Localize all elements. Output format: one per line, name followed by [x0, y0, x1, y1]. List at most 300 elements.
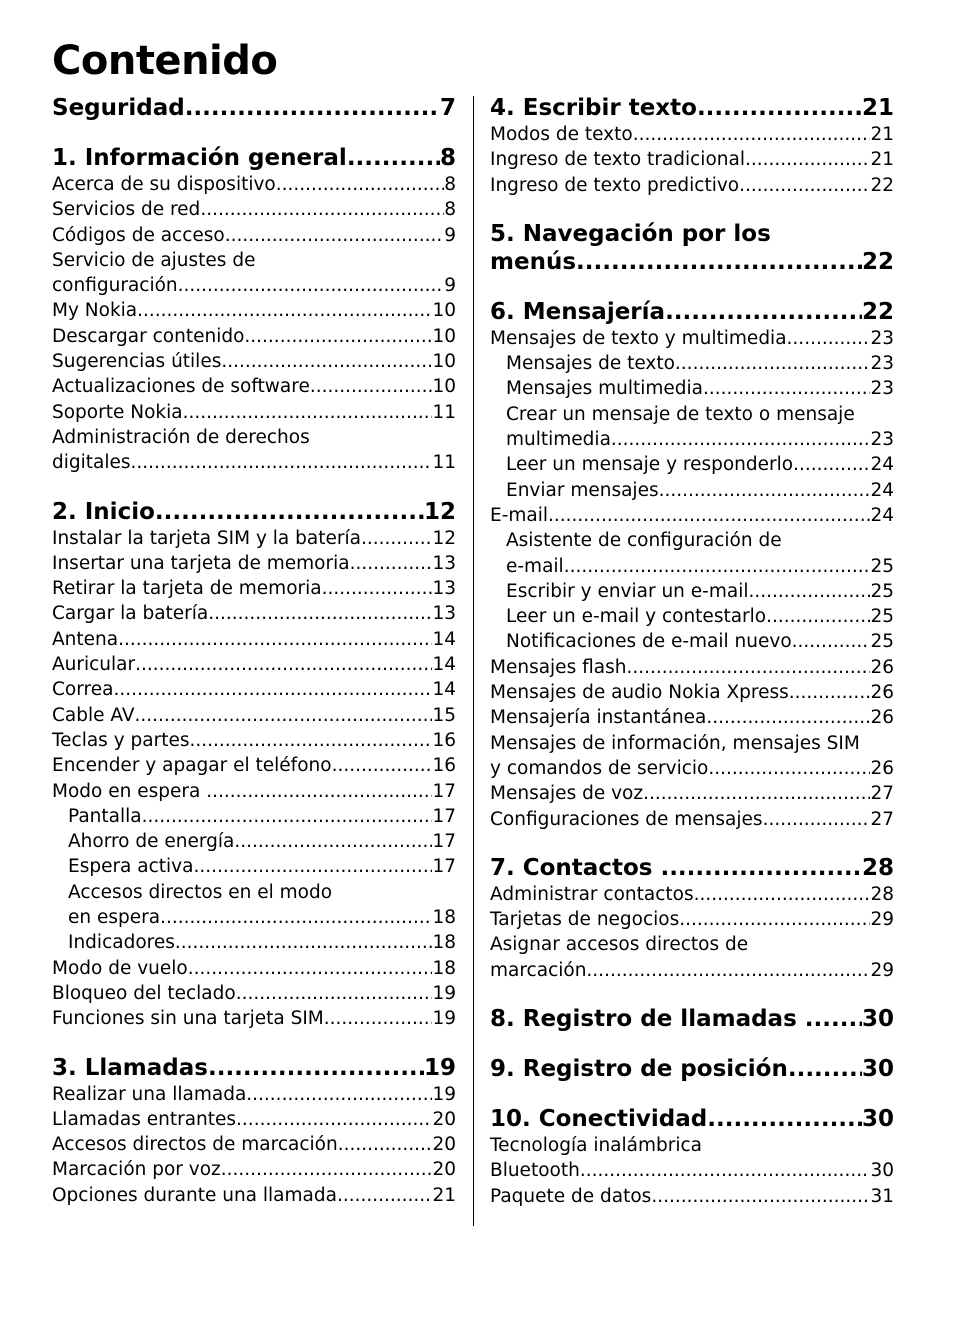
- toc-entry[interactable]: [52, 627, 456, 652]
- toc-entry-page-number: 26: [870, 656, 894, 678]
- dot-leader: [206, 779, 432, 804]
- toc-entry-page-number: 25: [870, 606, 894, 628]
- toc-entry-label: Ingreso de texto tradicional: [490, 149, 745, 171]
- dot-leader: [142, 804, 433, 829]
- toc-entry-label: Accesos directos de marcación: [52, 1134, 338, 1156]
- toc-entry-page-number: 17: [432, 805, 456, 827]
- section-heading-label: 6. Mensajería: [490, 298, 666, 325]
- toc-entry[interactable]: [490, 376, 894, 401]
- toc-section: [490, 1005, 894, 1033]
- toc-entry-label: My Nokia: [52, 300, 138, 322]
- toc-entry-page-number: 10: [432, 351, 456, 373]
- toc-entry-label: Cable AV: [52, 704, 135, 726]
- toc-entry[interactable]: [490, 147, 894, 172]
- toc-entry-label: Mensajes de audio Nokia Xpress: [490, 682, 789, 704]
- toc-entry[interactable]: [52, 601, 456, 626]
- dot-leader: [175, 930, 433, 955]
- toc-entry-page-number: 23: [870, 327, 894, 349]
- dot-leader: [131, 450, 433, 475]
- toc-entry[interactable]: [490, 528, 894, 579]
- dot-leader: [338, 1132, 433, 1157]
- toc-entry-page-number: 20: [432, 1159, 456, 1181]
- toc-entry-label: Modo de vuelo: [52, 957, 188, 979]
- toc-entry[interactable]: [52, 829, 456, 854]
- toc-entry-page-number: 17: [432, 831, 456, 853]
- section-heading[interactable]: [490, 94, 894, 122]
- section-heading-label-line1: 5. Navegación por los: [490, 220, 771, 247]
- toc-entry[interactable]: [52, 576, 456, 601]
- section-heading[interactable]: [490, 220, 894, 276]
- toc-entry-label: e-mail: [506, 555, 564, 577]
- dot-leader: [707, 1105, 862, 1133]
- dot-leader: [276, 172, 444, 197]
- dot-leader: [135, 652, 432, 677]
- dot-leader: [113, 677, 432, 702]
- toc-entry-label: Retirar la tarjeta de memoria: [52, 578, 322, 600]
- toc-entry-label: Instalar la tarjeta SIM y la batería: [52, 527, 361, 549]
- toc-entry[interactable]: [490, 907, 894, 932]
- dot-leader: [337, 1183, 433, 1208]
- toc-section: [52, 1054, 456, 1208]
- toc-entry-page-number: 27: [870, 808, 894, 830]
- dot-leader: [221, 1157, 433, 1182]
- toc-entry[interactable]: [490, 655, 894, 680]
- section-heading-label: 2. Inicio: [52, 498, 155, 525]
- toc-entry-label: Leer un e-mail y contestarlo: [506, 606, 767, 628]
- section-heading-page-number: 12: [423, 498, 456, 525]
- toc-entry-label: Modo en espera: [52, 780, 207, 802]
- dot-leader: [310, 374, 433, 399]
- toc-entry-label: Espera activa: [68, 856, 194, 878]
- dot-leader: [208, 1054, 424, 1082]
- dot-leader: [324, 1006, 433, 1031]
- toc-entry-page-number: 18: [432, 907, 456, 929]
- toc-entry[interactable]: [52, 400, 456, 425]
- section-heading-label: 3. Llamadas: [52, 1054, 208, 1081]
- toc-entry[interactable]: [490, 781, 894, 806]
- toc-entry-label: Pantalla: [68, 805, 142, 827]
- toc-entry-page-number: 13: [432, 603, 456, 625]
- toc-entry[interactable]: [52, 728, 456, 753]
- toc-entry-label: E-mail: [490, 504, 549, 526]
- toc-entry-label: Escribir y enviar un e-mail: [506, 580, 749, 602]
- dot-leader: [160, 905, 432, 930]
- toc-entry[interactable]: [52, 703, 456, 728]
- dot-leader: [679, 907, 870, 932]
- toc-entry[interactable]: [490, 122, 894, 147]
- toc-entry[interactable]: [52, 652, 456, 677]
- toc-entry[interactable]: [490, 1184, 894, 1209]
- toc-entry-page-number: 23: [870, 353, 894, 375]
- section-heading-label: 7. Contactos: [490, 854, 661, 881]
- toc-entry-label: Mensajes de voz: [490, 783, 644, 805]
- toc-entry-label: Opciones durante una llamada: [52, 1184, 337, 1206]
- toc-entry-page-number: 18: [432, 957, 456, 979]
- toc-entry-label: Descargar contenido: [52, 325, 245, 347]
- dot-leader: [787, 326, 871, 351]
- toc-left-column: [52, 94, 456, 1230]
- toc-entry-label: Insertar una tarjeta de memoria: [52, 552, 350, 574]
- toc-entry-page-number: 19: [432, 1008, 456, 1030]
- dot-leader: [350, 551, 433, 576]
- toc-entry-label: configuración: [52, 275, 178, 297]
- dot-leader: [548, 503, 870, 528]
- section-heading[interactable]: [52, 144, 456, 172]
- toc-entry[interactable]: [52, 930, 456, 955]
- section-heading-label: Seguridad: [52, 95, 185, 121]
- toc-entry-page-number: 20: [432, 1134, 456, 1156]
- dot-leader: [745, 147, 870, 172]
- toc-entry-page-number: 19: [432, 982, 456, 1004]
- dot-leader: [322, 576, 433, 601]
- toc-entry[interactable]: [490, 807, 894, 832]
- toc-entry-page-number: 18: [432, 932, 456, 954]
- toc-entry-label-line1: Crear un mensaje de texto o mensaje: [506, 403, 855, 425]
- toc-entry-page-number: 17: [432, 780, 456, 802]
- toc-entry-label-line1: Administración de derechos: [52, 426, 310, 448]
- toc-entry-page-number: 21: [870, 149, 894, 171]
- toc-section: [490, 94, 894, 198]
- toc-entry-label: Antena: [52, 628, 119, 650]
- column-divider: [473, 96, 474, 1226]
- section-heading-page-number: 7: [439, 95, 456, 121]
- toc-entry-label-line1: Asistente de configuración de: [506, 530, 782, 552]
- toc-entry[interactable]: [52, 551, 456, 576]
- dot-leader: [788, 1055, 862, 1083]
- toc-entry[interactable]: [490, 173, 894, 198]
- toc-entry-label: Mensajes flash: [490, 656, 627, 678]
- dot-leader: [665, 298, 862, 326]
- section-heading-page-number: 8: [439, 145, 456, 171]
- toc-section: [490, 1055, 894, 1083]
- toc-entry[interactable]: [490, 604, 894, 629]
- section-heading-page-number: 30: [861, 1006, 894, 1033]
- toc-entry-page-number: 10: [432, 376, 456, 398]
- toc-entry-page-number: 23: [870, 378, 894, 400]
- dot-leader: [766, 604, 870, 629]
- toc-entry-page-number: 11: [432, 401, 456, 423]
- dot-leader: [643, 781, 870, 806]
- toc-entry-label: Mensajería instantánea: [490, 707, 707, 729]
- section-heading-page-number: 30: [861, 1106, 894, 1133]
- dot-leader: [580, 1158, 871, 1183]
- section-heading-page-number: 28: [861, 854, 894, 881]
- toc-entry[interactable]: [52, 298, 456, 323]
- section-heading[interactable]: [490, 1055, 894, 1083]
- toc-entry-page-number: 13: [432, 552, 456, 574]
- dot-leader: [651, 1184, 870, 1209]
- toc-entry-label: Mensajes multimedia: [506, 378, 703, 400]
- toc-entry[interactable]: [490, 351, 894, 376]
- toc-entry-label-line1: Accesos directos en el modo: [68, 881, 333, 903]
- dot-leader: [244, 324, 432, 349]
- toc-entry[interactable]: [52, 981, 456, 1006]
- section-heading-page-number: 22: [861, 298, 894, 325]
- toc-entry-page-number: 26: [870, 682, 894, 704]
- dot-leader: [246, 1082, 432, 1107]
- toc-entry-label: Ingreso de texto predictivo: [490, 174, 740, 196]
- toc-entry-label: Encender y apagar el teléfono: [52, 755, 332, 777]
- toc-entry-label-line1: Servicio de ajustes de: [52, 249, 256, 271]
- toc-entry-label: Soporte Nokia: [52, 401, 183, 423]
- section-heading-page-number: 21: [861, 95, 894, 121]
- toc-section: [490, 854, 894, 983]
- toc-entry-page-number: 24: [870, 454, 894, 476]
- toc-entry-label: Bloqueo del teclado: [52, 982, 236, 1004]
- toc-section: [490, 298, 894, 832]
- toc-entry[interactable]: [490, 579, 894, 604]
- toc-entry-page-number: 14: [432, 654, 456, 676]
- toc-entry-label: Bluetooth: [490, 1160, 580, 1182]
- dot-leader: [137, 298, 432, 323]
- dot-leader: [694, 882, 871, 907]
- dot-leader: [633, 122, 871, 147]
- toc-entry-label: Leer un mensaje y responderlo: [506, 454, 794, 476]
- toc-entry-page-number: 16: [432, 755, 456, 777]
- toc-entry-page-number: 24: [870, 504, 894, 526]
- toc-entry[interactable]: [490, 932, 894, 983]
- page-title: Contenido: [52, 38, 278, 84]
- dot-leader: [659, 478, 871, 503]
- toc-right-column: [490, 94, 894, 1231]
- toc-entry-label: Indicadores: [68, 932, 175, 954]
- toc-entry[interactable]: [52, 854, 456, 879]
- dot-leader: [586, 958, 870, 983]
- toc-entry[interactable]: [52, 349, 456, 374]
- dot-leader: [697, 94, 862, 122]
- dot-leader: [236, 1107, 432, 1132]
- toc-entry-label: Cargar la batería: [52, 603, 209, 625]
- toc-entry-page-number: 11: [432, 452, 456, 474]
- dot-leader: [703, 376, 870, 401]
- toc-entry[interactable]: [490, 503, 894, 528]
- toc-entry-page-number: 26: [870, 757, 894, 779]
- toc-entry-label: Funciones sin una tarjeta SIM: [52, 1008, 324, 1030]
- toc-entry[interactable]: [490, 882, 894, 907]
- dot-leader: [739, 173, 870, 198]
- toc-entry-label-line1: Tecnología inalámbrica: [490, 1135, 703, 1157]
- toc-entry-label: Códigos de acceso: [52, 224, 225, 246]
- toc-section: [52, 94, 456, 122]
- toc-entry-page-number: 9: [444, 224, 456, 246]
- section-heading[interactable]: [52, 498, 456, 526]
- toc-entry-label: Realizar una llamada: [52, 1083, 247, 1105]
- toc-entry[interactable]: [52, 324, 456, 349]
- section-heading[interactable]: [490, 1005, 894, 1033]
- dot-leader: [626, 655, 870, 680]
- section-heading-label: 9. Registro de posición: [490, 1056, 788, 1083]
- toc-entry-page-number: 19: [432, 1083, 456, 1105]
- section-heading[interactable]: [52, 1054, 456, 1082]
- toc-entry-page-number: 31: [870, 1185, 894, 1207]
- toc-entry[interactable]: [52, 804, 456, 829]
- toc-entry-page-number: 9: [444, 275, 456, 297]
- section-heading-label: 1. Información general: [52, 145, 347, 171]
- toc-entry[interactable]: [52, 526, 456, 551]
- toc-entry[interactable]: [490, 326, 894, 351]
- toc-entry-label: Auricular: [52, 654, 136, 676]
- toc-entry-label: Configuraciones de mensajes: [490, 808, 763, 830]
- dot-leader: [193, 854, 432, 879]
- toc-entry-page-number: 23: [870, 429, 894, 451]
- toc-entry-page-number: 24: [870, 479, 894, 501]
- toc-section: [52, 144, 456, 476]
- toc-entry-label: Modos de texto: [490, 124, 633, 145]
- toc-entry[interactable]: [490, 1133, 894, 1184]
- section-heading[interactable]: [52, 94, 456, 122]
- dot-leader: [611, 427, 871, 452]
- toc-entry-page-number: 29: [870, 959, 894, 981]
- toc-entry[interactable]: [52, 1157, 456, 1182]
- toc-entry-label: Llamadas entrantes: [52, 1108, 237, 1130]
- toc-entry-page-number: 12: [432, 527, 456, 549]
- toc-entry[interactable]: [52, 1082, 456, 1107]
- toc-entry-page-number: 20: [432, 1108, 456, 1130]
- toc-entry[interactable]: [490, 731, 894, 782]
- toc-entry-label: Teclas y partes: [52, 729, 190, 751]
- toc-entry[interactable]: [490, 478, 894, 503]
- toc-entry-label: Enviar mensajes: [506, 479, 659, 501]
- dot-leader: [188, 956, 433, 981]
- dot-leader: [793, 452, 870, 477]
- toc-entry-label: digitales: [52, 452, 131, 474]
- dot-leader: [789, 680, 871, 705]
- dot-leader: [155, 498, 424, 526]
- dot-leader: [208, 601, 432, 626]
- toc-entry[interactable]: [52, 374, 456, 399]
- toc-entry-label: Ahorro de energía: [68, 831, 235, 853]
- toc-entry-page-number: 30: [870, 1160, 894, 1182]
- toc-entry[interactable]: [52, 223, 456, 248]
- toc-entry-page-number: 15: [432, 704, 456, 726]
- toc-section: [490, 220, 894, 276]
- dot-leader: [564, 554, 871, 579]
- toc-entry[interactable]: [52, 172, 456, 197]
- toc-entry-label: Mensajes de texto: [506, 353, 675, 375]
- toc-entry-page-number: 10: [432, 325, 456, 347]
- dot-leader: [706, 705, 870, 730]
- toc-entry[interactable]: [52, 1107, 456, 1132]
- dot-leader: [361, 526, 433, 551]
- dot-leader: [347, 144, 440, 172]
- dot-leader: [178, 273, 445, 298]
- toc-entry-label: Sugerencias útiles: [52, 351, 222, 373]
- toc-entry[interactable]: [52, 779, 456, 804]
- dot-leader: [660, 854, 862, 882]
- section-heading[interactable]: [490, 1105, 894, 1133]
- section-heading-page-number: 30: [861, 1056, 894, 1083]
- toc-entry-page-number: 25: [870, 555, 894, 577]
- toc-entry-label-line1: Asignar accesos directos de: [490, 934, 749, 956]
- dot-leader: [185, 94, 440, 122]
- toc-entry[interactable]: [490, 705, 894, 730]
- toc-entry[interactable]: [52, 1006, 456, 1031]
- toc-entry-label: Paquete de datos: [490, 1185, 652, 1207]
- toc-section: [490, 1105, 894, 1209]
- dot-leader: [708, 756, 870, 781]
- toc-entry-page-number: 17: [432, 856, 456, 878]
- dot-leader: [221, 349, 432, 374]
- toc-entry-page-number: 13: [432, 578, 456, 600]
- toc-entry-label: Correa: [52, 679, 114, 701]
- toc-entry[interactable]: [490, 629, 894, 654]
- dot-leader: [190, 728, 433, 753]
- dot-leader: [332, 753, 433, 778]
- toc-entry-page-number: 16: [432, 729, 456, 751]
- dot-leader: [234, 829, 432, 854]
- toc-entry[interactable]: [52, 197, 456, 222]
- toc-entry-page-number: 25: [870, 631, 894, 653]
- dot-leader: [225, 223, 444, 248]
- toc-entry-page-number: 8: [444, 174, 456, 195]
- section-heading-label: menús: [490, 248, 577, 275]
- toc-entry-label: Administrar contactos: [490, 883, 694, 905]
- section-heading-label: 10. Conectividad: [490, 1106, 708, 1133]
- toc-entry-label: Notificaciones de e-mail nuevo: [506, 631, 792, 653]
- toc-entry-label: y comandos de servicio: [490, 757, 709, 779]
- toc-entry[interactable]: [490, 452, 894, 477]
- toc-entry[interactable]: [490, 680, 894, 705]
- toc-entry[interactable]: [490, 402, 894, 453]
- toc-entry-label: Marcación por voz: [52, 1159, 221, 1181]
- toc-entry-label: en espera: [68, 907, 161, 929]
- toc-entry-page-number: 26: [870, 707, 894, 729]
- dot-leader: [763, 807, 871, 832]
- dot-leader: [183, 400, 433, 425]
- section-heading-page-number: 19: [423, 1054, 456, 1081]
- toc-entry-page-number: 14: [432, 628, 456, 650]
- dot-leader: [200, 197, 444, 222]
- toc-entry[interactable]: [52, 677, 456, 702]
- dot-leader: [749, 579, 871, 604]
- toc-entry-page-number: 28: [870, 883, 894, 905]
- toc-entry-page-number: 22: [870, 174, 894, 196]
- section-heading-label: 4. Escribir texto: [490, 95, 697, 121]
- toc-entry-page-number: 21: [870, 124, 894, 145]
- toc-entry-page-number: 21: [432, 1184, 456, 1206]
- toc-entry-page-number: 25: [870, 580, 894, 602]
- toc-entry[interactable]: [52, 1132, 456, 1157]
- toc-entry-label: Tarjetas de negocios: [490, 909, 680, 931]
- toc-entry-page-number: 10: [432, 300, 456, 322]
- toc-entry[interactable]: [52, 753, 456, 778]
- section-heading[interactable]: [490, 854, 894, 882]
- toc-entry[interactable]: [52, 880, 456, 931]
- toc-entry-page-number: 29: [870, 909, 894, 931]
- section-heading-label: 8. Registro de llamadas: [490, 1006, 805, 1033]
- dot-leader: [236, 981, 433, 1006]
- dot-leader: [135, 703, 433, 728]
- toc-entry-label: marcación: [490, 959, 587, 981]
- toc-entry[interactable]: [52, 1183, 456, 1208]
- toc-entry[interactable]: [52, 425, 456, 476]
- toc-entry[interactable]: [52, 248, 456, 299]
- section-heading[interactable]: [490, 298, 894, 326]
- toc-entry-label: Acerca de su dispositivo: [52, 174, 276, 195]
- dot-leader: [792, 629, 871, 654]
- toc-entry-page-number: 27: [870, 783, 894, 805]
- dot-leader: [675, 351, 871, 376]
- toc-entry-label: Servicios de red: [52, 199, 201, 221]
- toc-entry-label: Mensajes de texto y multimedia: [490, 327, 787, 349]
- dot-leader: [576, 248, 862, 276]
- dot-leader: [118, 627, 432, 652]
- toc-entry[interactable]: [52, 956, 456, 981]
- toc-section: [52, 498, 456, 1032]
- section-heading-page-number: 22: [861, 248, 894, 275]
- toc-entry-page-number: 14: [432, 679, 456, 701]
- toc-entry-page-number: 8: [444, 199, 456, 221]
